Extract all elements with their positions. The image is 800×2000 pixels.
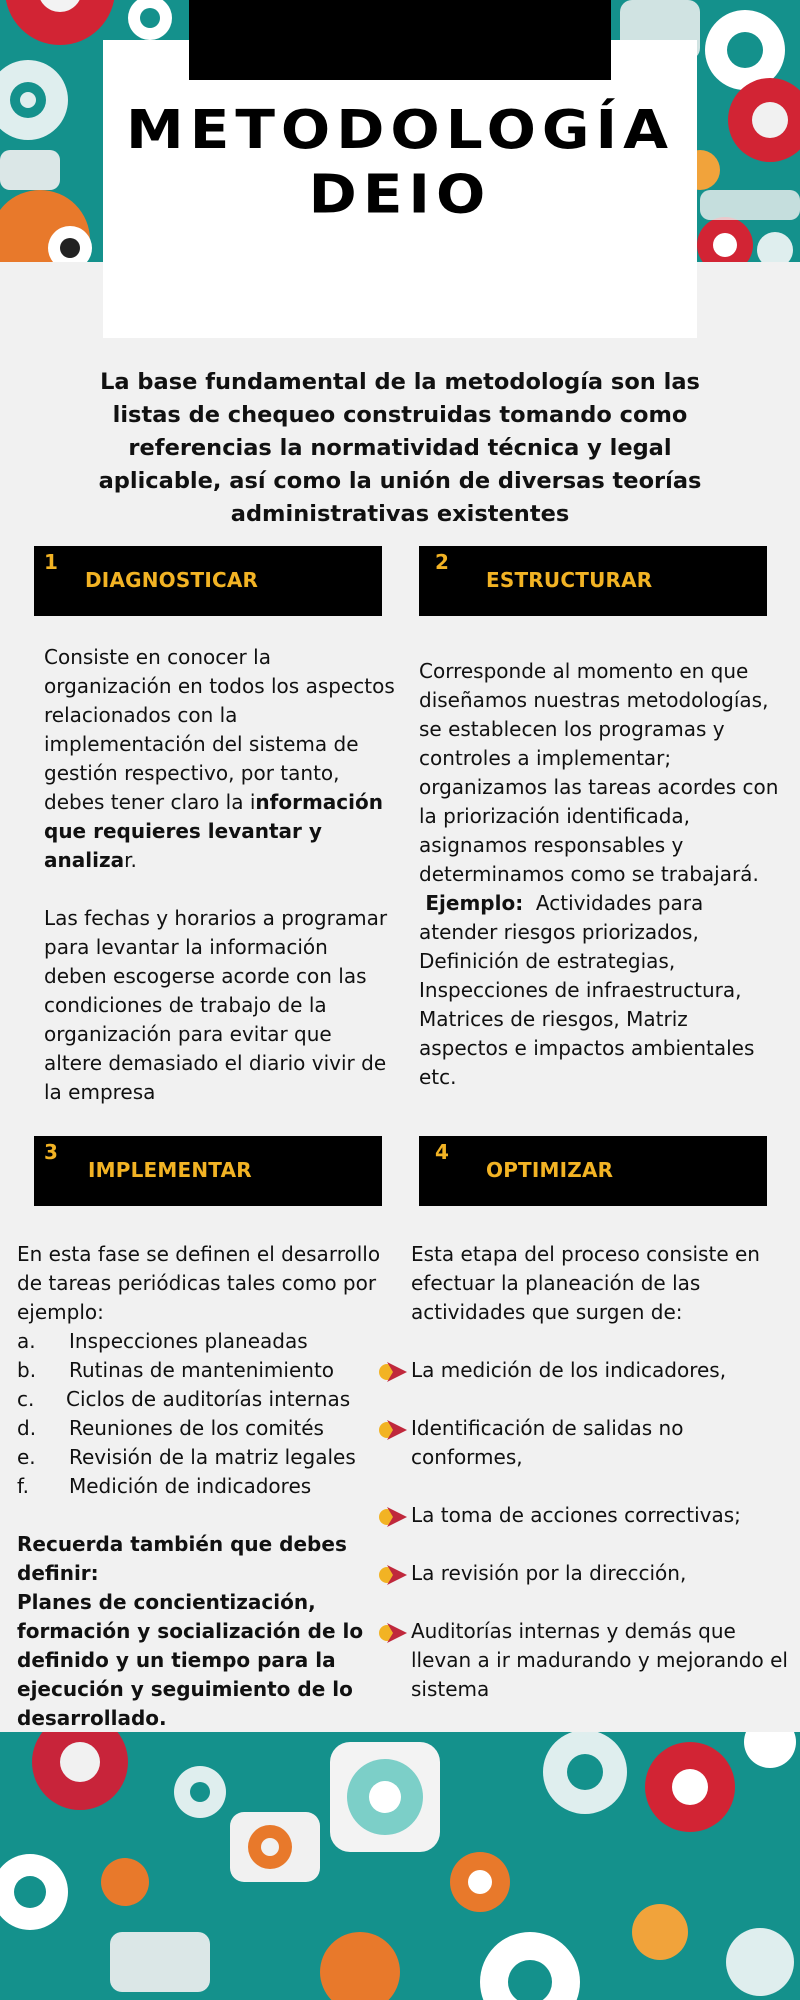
- arrow-bullet-icon: [377, 1356, 411, 1385]
- bullet-item: [411, 1501, 795, 1530]
- page-title-line-2: DEIO: [308, 162, 492, 226]
- bullet-item: [411, 1559, 795, 1588]
- list-letter: e.: [17, 1445, 36, 1469]
- diagnosticar-text-a: Consiste en conocer la organización en todos los aspectos relacionados con la implementación del sistema de gestión respectivo, por tanto, debes tener claro la i: [44, 645, 395, 814]
- implementar-list: [17, 1327, 387, 1501]
- estructurar-paragraph: [419, 657, 783, 1092]
- page-title: [103, 98, 697, 227]
- optimizar-intro: Esta etapa del proceso consiste en efectuar la planeación de las actividades que surgen de:: [411, 1242, 760, 1324]
- list-letter: a.: [17, 1329, 36, 1353]
- diagnosticar-paragraph-1: [44, 643, 396, 875]
- bullet-item: [411, 1617, 795, 1704]
- list-item: [17, 1414, 387, 1443]
- section-body-estructurar: [419, 657, 783, 1092]
- estructurar-text-a: Corresponde al momento en que diseñamos nuestras metodologías, se establecen los programas y controles a implementar; organizamos las tareas acordes con la priorización identificada, asignamos responsables y determinamos como se trabajará.: [419, 659, 779, 886]
- bullet-text: Identificación de salidas no conformes,: [411, 1416, 684, 1469]
- arrow-bullet-icon: [377, 1501, 411, 1530]
- diagnosticar-paragraph-2: Las fechas y horarios a programar para levantar la información deben escogerse acorde con las condiciones de trabajo de la organización para evitar que altere demasiado el diario vivir de la empresa: [44, 906, 388, 1104]
- arrow-bullet-icon: [377, 1559, 411, 1588]
- section-header-estructurar: [419, 546, 767, 616]
- implementar-plans: Planes de concientización, formación y socialización de lo definido y un tiempo para la ejecución y seguimiento de lo desarrollado.: [17, 1590, 364, 1730]
- section-header-implementar: [34, 1136, 382, 1206]
- diagnosticar-text-bold: nformación que requieres levantar y analiza: [44, 790, 383, 872]
- list-text: Inspecciones planeadas: [69, 1329, 308, 1353]
- list-item: [17, 1472, 387, 1501]
- section-number: 4: [435, 1140, 449, 1164]
- list-text: Rutinas de mantenimiento: [69, 1358, 335, 1382]
- intro-paragraph: La base fundamental de la metodología son las listas de chequeo construidas tomando como referencias la normatividad técnica y legal aplicable, así como la unión de diversas teorías administrativas existentes: [98, 369, 702, 527]
- list-letter: b.: [17, 1358, 37, 1382]
- arrow-bullet-icon: [377, 1414, 411, 1443]
- section-body-diagnosticar: [44, 643, 396, 1107]
- section-number: 3: [44, 1140, 58, 1164]
- section-title: OPTIMIZAR: [486, 1158, 614, 1182]
- bullet-text: Auditorías internas y demás que llevan a ir madurando y mejorando el sistema: [411, 1619, 788, 1701]
- bullet-item: [411, 1414, 795, 1472]
- list-text: Reuniones de los comités: [69, 1416, 324, 1440]
- bullet-text: La medición de los indicadores,: [411, 1358, 727, 1382]
- bullet-item: [411, 1356, 795, 1385]
- implementar-intro: En esta fase se definen el desarrollo de tareas periódicas tales como por ejemplo:: [17, 1242, 381, 1324]
- diagnosticar-text-b: r.: [124, 848, 137, 872]
- estructurar-example-text: Actividades para atender riesgos priorizados, Definición de estrategias, Inspecciones de infraestructura, Matrices de riesgos, Matriz aspectos e impactos ambientales etc.: [419, 891, 755, 1089]
- implementar-reminder: Recuerda también que debes definir:: [17, 1532, 347, 1585]
- section-number: 1: [44, 550, 58, 574]
- section-title: ESTRUCTURAR: [486, 568, 653, 592]
- page-title-line-1: METODOLOGÍA: [126, 98, 674, 162]
- arrow-bullet-icon: [377, 1617, 411, 1646]
- section-header-diagnosticar: [34, 546, 382, 616]
- estructurar-example-label: Ejemplo:: [425, 891, 524, 915]
- section-number: 2: [435, 550, 449, 574]
- section-body-implementar: [17, 1240, 387, 1733]
- decorative-gear-pattern-bottom: [0, 1732, 800, 2000]
- optimizar-bullet-list: [411, 1356, 795, 1704]
- bullet-text: La toma de acciones correctivas;: [411, 1503, 741, 1527]
- list-item: [17, 1356, 387, 1385]
- list-letter: f.: [17, 1474, 29, 1498]
- list-item: [17, 1385, 387, 1414]
- list-letter: d.: [17, 1416, 37, 1440]
- list-item: [17, 1443, 387, 1472]
- section-body-optimizar: [411, 1240, 795, 1704]
- list-text: Revisión de la matriz legales: [69, 1445, 356, 1469]
- list-text: Medición de indicadores: [69, 1474, 312, 1498]
- gear-pattern-graphic: [0, 1732, 800, 2000]
- section-title: IMPLEMENTAR: [88, 1158, 252, 1182]
- title-redacted-bar: [189, 0, 611, 80]
- section-header-optimizar: [419, 1136, 767, 1206]
- list-text: Ciclos de auditorías internas: [66, 1387, 351, 1411]
- list-item: [17, 1327, 387, 1356]
- bullet-text: La revisión por la dirección,: [411, 1561, 687, 1585]
- list-letter: c.: [17, 1387, 35, 1411]
- section-title: DIAGNOSTICAR: [85, 568, 259, 592]
